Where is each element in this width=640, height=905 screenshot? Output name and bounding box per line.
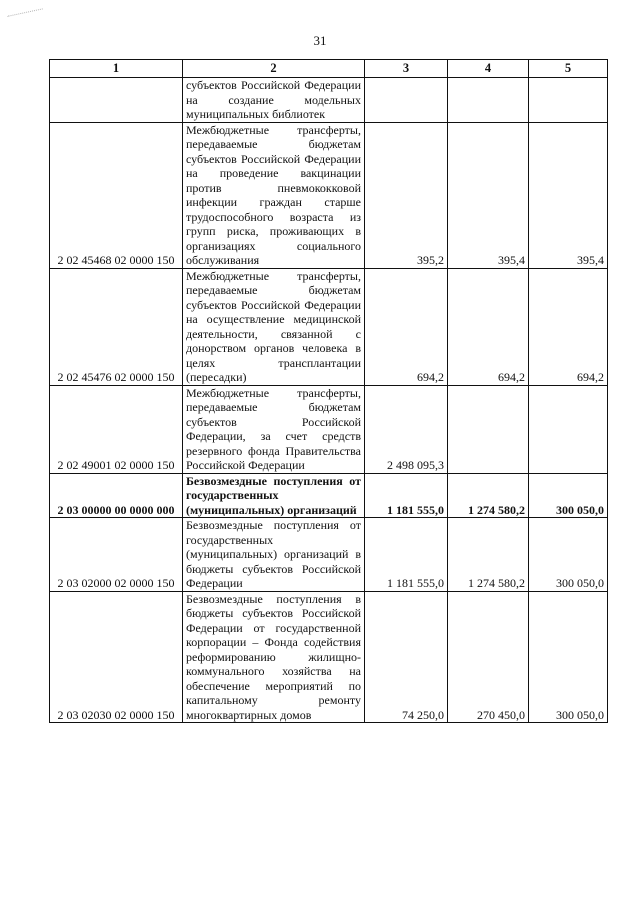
value-col-5-cell: 395,4 bbox=[529, 122, 608, 268]
value-col-4-cell bbox=[448, 78, 529, 123]
value-col-3-cell: 1 181 555,0 bbox=[365, 473, 448, 518]
value-col-3-cell: 1 181 555,0 bbox=[365, 518, 448, 592]
value-col-3-cell: 74 250,0 bbox=[365, 591, 448, 723]
description-cell: субъектов Российской Федерации на создание модельных муниципальных библиотек bbox=[183, 78, 365, 123]
description-cell: Безвозмездные поступления в бюджеты субъектов Российской Федерации от государственной корпорации – Фонда содействия реформированию жилищно-коммунального хозяйства на обеспечение мероприятий по капитальному ремонту многоквартирных домов bbox=[183, 591, 365, 723]
value-col-3-cell: 2 498 095,3 bbox=[365, 385, 448, 473]
header-row bbox=[50, 60, 608, 78]
table-row bbox=[50, 518, 608, 592]
table-row bbox=[50, 122, 608, 268]
value-col-5-cell: 694,2 bbox=[529, 268, 608, 385]
value-col-5-cell: 300 050,0 bbox=[529, 473, 608, 518]
budget-code-cell: 2 03 00000 00 0000 000 bbox=[50, 473, 183, 518]
page-number: 31 bbox=[313, 33, 327, 48]
value-col-3-cell bbox=[365, 78, 448, 123]
description-cell: Безвозмездные поступления от государственных (муниципальных) организаций bbox=[183, 473, 365, 518]
value-col-4-cell: 1 274 580,2 bbox=[448, 518, 529, 592]
table-row bbox=[50, 268, 608, 385]
table-body bbox=[50, 78, 608, 723]
budget-code-cell: 2 02 45476 02 0000 150 bbox=[50, 268, 183, 385]
value-col-4-cell: 395,4 bbox=[448, 122, 529, 268]
table-row bbox=[50, 385, 608, 473]
value-col-4-cell bbox=[448, 385, 529, 473]
value-col-5-cell: 300 050,0 bbox=[529, 518, 608, 592]
budget-code-cell: 2 02 45468 02 0000 150 bbox=[50, 122, 183, 268]
value-col-4-cell: 1 274 580,2 bbox=[448, 473, 529, 518]
value-col-4-cell: 694,2 bbox=[448, 268, 529, 385]
header-col-1: 1 bbox=[50, 60, 183, 78]
description-cell: Межбюджетные трансферты, передаваемые бюджетам субъектов Российской Федерации, за счет средств резервного фонда Правительства Российской Федерации bbox=[183, 385, 365, 473]
value-col-5-cell: 300 050,0 bbox=[529, 591, 608, 723]
description-cell: Безвозмездные поступления от государственных (муниципальных) организаций в бюджеты субъектов Российской Федерации bbox=[183, 518, 365, 592]
value-col-5-cell bbox=[529, 385, 608, 473]
header-col-4: 4 bbox=[448, 60, 529, 78]
budget-code-cell: 2 02 49001 02 0000 150 bbox=[50, 385, 183, 473]
table-row bbox=[50, 473, 608, 518]
table-row bbox=[50, 78, 608, 123]
description-cell: Межбюджетные трансферты, передаваемые бюджетам субъектов Российской Федерации на осуществление медицинской деятельности, связанной с донорством органов человека в целях трансплантации (пересадки) bbox=[183, 268, 365, 385]
budget-code-cell bbox=[50, 78, 183, 123]
header-col-2: 2 bbox=[183, 60, 365, 78]
value-col-3-cell: 694,2 bbox=[365, 268, 448, 385]
budget-code-cell: 2 03 02030 02 0000 150 bbox=[50, 591, 183, 723]
value-col-5-cell bbox=[529, 78, 608, 123]
value-col-3-cell: 395,2 bbox=[365, 122, 448, 268]
table-row bbox=[50, 591, 608, 723]
value-col-4-cell: 270 450,0 bbox=[448, 591, 529, 723]
budget-code-cell: 2 03 02000 02 0000 150 bbox=[50, 518, 183, 592]
description-cell: Межбюджетные трансферты, передаваемые бюджетам субъектов Российской Федерации на проведение вакцинации против пневмококковой инфекции граждан старше трудоспособного возраста из групп риска, проживающих в организациях социального обслуживания bbox=[183, 122, 365, 268]
header-col-3: 3 bbox=[365, 60, 448, 78]
budget-revenue-table bbox=[49, 59, 608, 723]
scan-artifact bbox=[7, 8, 44, 24]
header-col-5: 5 bbox=[529, 60, 608, 78]
